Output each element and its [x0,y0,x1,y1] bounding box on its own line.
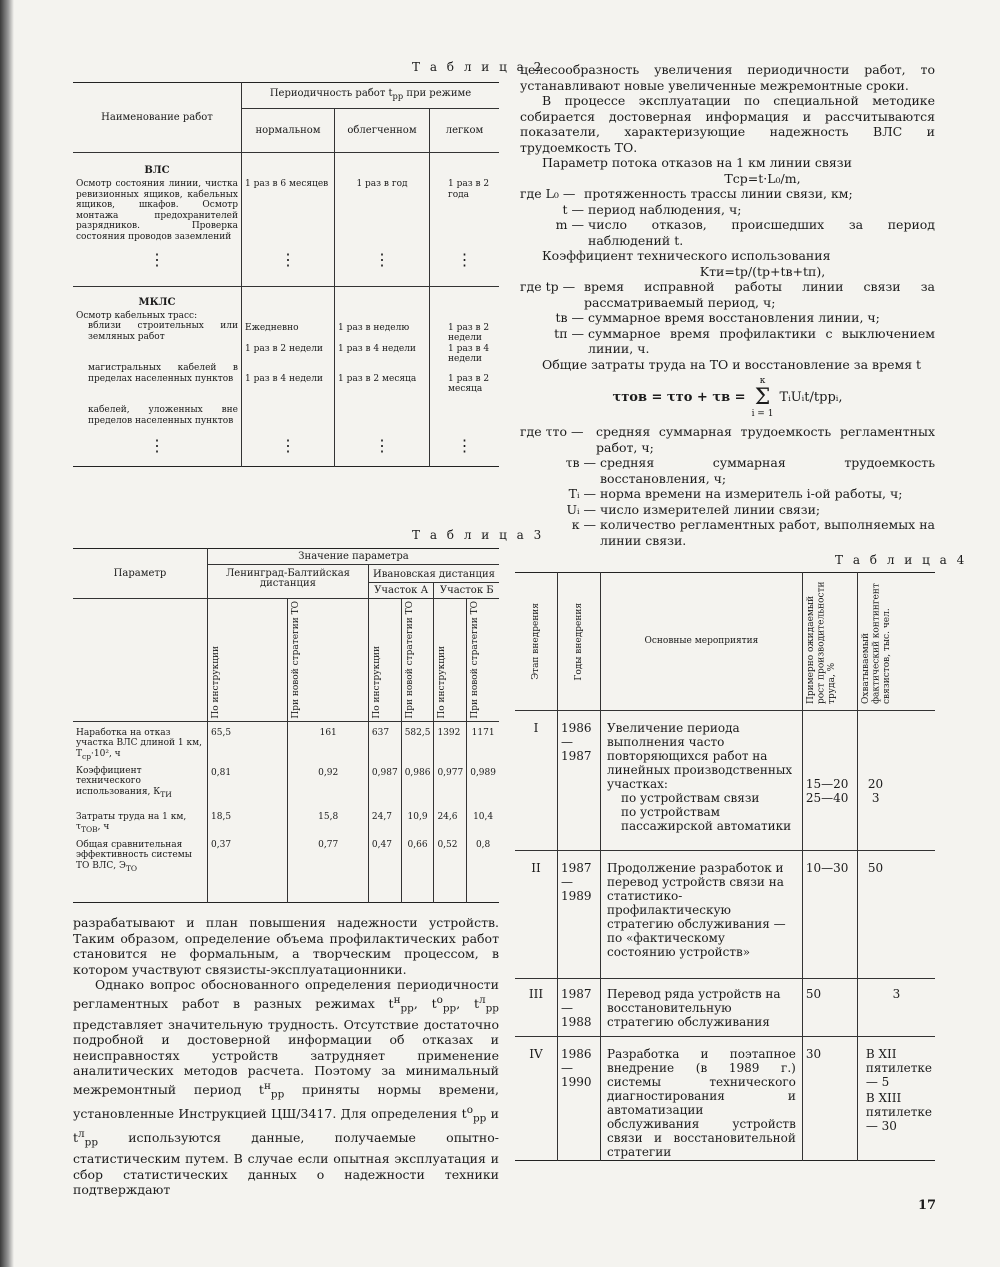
table4-measure: Перевод ряда устройств на восстановительную стратегию обслуживания [601,979,803,1037]
table2-mode-normal: нормальном [242,109,335,153]
table3-cell: 0,92 [288,764,368,810]
table4-header-years: Годы внедрения [573,602,584,681]
table3-cell: 1392 [434,721,467,764]
table3-cell: 161 [288,721,368,764]
table3-row-param: Коэффициент технического использования, $К_{ТИ}$ [73,764,208,810]
table3-cell: 0,977 [434,764,467,810]
right-paragraph-1: целесообразность увеличения периодичности работ, то устанавливают новые увеличенные межремонтные сроки. [520,62,935,93]
formula-kti: Kти=tр/(tр+tв+tп), [699,263,826,279]
table2-mkls-intro: Осмотр кабельных трасс: [76,310,198,321]
table2-header-period: Периодичность работ $t_{рр}$ при режиме [242,83,500,109]
table2-dots: ⋮ [430,244,500,286]
table3-cell: 15,8 [288,810,368,838]
definitions-2: где tр — время исправной работы линии связи за рассматриваемый период, ч; tв — суммарное время восстановления линии, ч; tп — суммарное время профилактики с выключением линии, ч. [520,279,935,356]
table2-mkls-heading: МКЛС [138,296,176,308]
table4-header-stage: Этап внедрения [530,603,541,680]
table4-staff: В XII пятилетке — 5 В XIII пятилетке — 30 [865,1047,932,1133]
table2-mkls-work: магистральных кабелей в пределах населенных пунктов [88,363,238,384]
table2-mkls-light: 1 раз в неделю 1 раз в 4 недели 1 раз в 2 месяца [335,286,430,428]
table3-col-instr: По инструкции [437,646,448,719]
table2-vls-cell [73,153,242,245]
table4-measure: Разработка и поэтапное внедрение (в 1989 г.) системы технического диагностирования и автоматизации обслуживания устройств связи и восстановительной стратегии [601,1037,803,1161]
table2-mode-light: облегченном [335,109,430,153]
table2-dots: ⋮ [73,428,242,466]
table3-row-param: Затраты труда на 1 км, $\tau_{ТОВ}$, ч [73,810,208,838]
table4-years: 1987—1988 [558,979,601,1037]
table3-cell: 10,9 [401,810,434,838]
table3-col-new: При новой стратегии ТО [291,601,302,719]
table3-blank [73,599,208,722]
table3-cell: 18,5 [208,810,288,838]
right-paragraph-3: Параметр потока отказов на 1 км линии связи [542,155,852,170]
table2-vls-heading: ВЛС [144,165,170,176]
table2-dots: ⋮ [242,244,335,286]
table3-cell: 65,5 [208,721,288,764]
right-paragraph-2: В процессе эксплуатации по специальной методике собирается достоверная информация и рассчитываются показатели, характеризующие надежность ВЛС и трудоемкость ТО. [520,93,935,155]
table2-mkls-easy: 1 раз в 2 недели 1 раз в 4 недели 1 раз в 2 месяца [448,322,490,394]
table4-header-measures: Основные мероприятия [601,573,803,711]
table4-growth: 30 [802,1037,857,1161]
table2 [73,82,499,467]
table3-cell: 0,47 [368,838,401,903]
table4-measure: Увеличение периода выполнения часто повторяющихся работ на линейных производственных участках: по устройствам связи по устройствам пассажирской автоматики [601,711,803,851]
table4-growth: 15—20 25—40 [802,711,857,851]
table4-stage: I [515,711,558,851]
page-binding-edge [0,0,14,1267]
table3-cell: 0,81 [208,764,288,810]
table3-cell: 0,66 [401,838,434,903]
table3-cell: 582,5 [401,721,434,764]
table3-header-value: Значение параметра [208,549,500,565]
table4-header-staff: Охватываемый фактический контингент связистов, тыс. чел. [860,583,892,704]
table4-stage: IV [515,1037,558,1161]
table2-mkls-work: кабелей, уложенных вне пределов населенных пунктов [88,405,238,426]
table2-dots: ⋮ [335,428,430,466]
table3-col-new: При новой стратегии ТО [404,601,415,719]
definitions-3: где τто — средняя суммарная трудоемкость регламентных работ, ч; τв — средняя суммарная трудоемкость восстановления, ч; Tᵢ — норма времени на измеритель i-ой работы, ч; Uᵢ — число измерителей линии связи; к — количество регламентных работ, выполняемых на линии связи. [520,424,935,548]
table2-vls-work: Осмотр состояния линии, чистка ревизионных ящиков, кабельных ящиков, шкафов. Осмотр монтажа предохранителей разрядников. Проверка состояния проводов заземлений [76,179,238,242]
table3-cell: 10,4 [473,811,494,822]
right-paragraph-5: Общие затраты труда на ТО и восстановление за время t [542,356,922,372]
table4-years: 1987—1989 [558,851,601,979]
page-number: 17 [918,1198,937,1213]
left-body-text [73,915,499,1198]
table2-mode-easy: легком [430,109,500,153]
table4-header-growth: Примерно ожидаемый рост производительности труда, % [805,581,837,704]
table3-cell: 0,37 [208,838,288,903]
table4-staff: 3 [857,979,935,1037]
table4-growth: 50 [802,979,857,1037]
table3-title: Т а б л и ц а 3 [412,528,545,542]
left-paragraph-1: разрабатывают и план повышения надежности устройств. Таким образом, определение объема профилактических работ становится не формальным, а творческим процессом, в котором участвуют связисты-эксплуатационники. [73,915,499,977]
table3-cell: 0,987 [368,764,401,810]
table3-col-instr: По инструкции [211,646,221,719]
table3-cell: 0,8 [475,839,491,850]
table3-cell: 24,7 [368,810,401,838]
table4-staff: 20 3 [857,711,935,851]
table4-stage: III [515,979,558,1037]
table3-cell: 24,6 [434,810,467,838]
table3-sub-a: Участок А [368,583,434,599]
table3-cell: 0,989 [470,767,496,778]
table4-title: Т а б л и ц а 4 [835,553,968,567]
table3-col-instr: По инструкции [371,646,382,719]
table3-group-ivanovo: Ивановская дистанция [368,565,499,583]
table4-growth: 10—30 [802,851,857,979]
table4-years: 1986—1990 [558,1037,601,1161]
table2-vls-normal: 1 раз в 6 месяцев [242,153,335,245]
table2-dots: ⋮ [242,428,335,466]
definitions-1: где L₀ — протяженность трассы линии связи, км; t — период наблюдения, ч; m — число отказов, происшедших за период наблюдений t. [520,186,935,248]
table3-cell: 0,77 [288,838,368,903]
formula-tcp: Tср=t·L₀/m, [724,170,801,186]
right-paragraph-4: Коэффициент технического использования [542,248,831,263]
table4 [515,572,935,1161]
table2-dots: ⋮ [456,436,473,455]
table2-header-work: Наименование работ [73,83,242,153]
table3-col-new: При новой стратегии ТО [470,601,481,719]
table2-mkls-cell [73,286,242,428]
table4-stage: II [515,851,558,979]
table2-dots: ⋮ [73,244,242,286]
table3-cell: 637 [368,721,401,764]
table3 [73,548,499,903]
table3-row-param: Наработка на отказ участка ВЛС длиной 1 км, $Т_{ср}\cdot 10^2$, ч [73,721,208,764]
table4-years: 1986—1987 [558,711,601,851]
table3-sub-b: Участок Б [434,583,499,599]
table4-staff: 50 [857,851,935,979]
table2-title: Т а б л и ц а 2 [412,60,545,74]
table3-cell: 1171 [471,727,495,738]
table2-vls-light: 1 раз в год [335,153,430,245]
left-paragraph-2: Однако вопрос обоснованного определения периодичности регламентных работ в разных режимах $t^н_{рр}$, $t^о_{рр}$, $t^л_{рр}$ представляет значительную трудность. Отсутствие достаточно подробной и достоверной информации об отказах и неисправностях устройств затрудняет применение аналитических методов расчета. Поэтому за минимальный межремонтный период $t^н_{рр}$ приняты нормы времени, установленные Инструкцией ЦШ/3417. Для определения $t^о_{рр}$ и $t^л_{рр}$ используются данные, получаемые опытно-статистическим путем. В случае если опытная эксплуатация и сбор статистических данных о надежности техники подтверждают [73,977,499,1198]
table2-mkls-normal: Ежедневно 1 раз в 2 недели 1 раз в 4 недели [242,286,335,428]
table3-row-param: Общая сравнительная эффективность системы ТО ВЛС, $Э_{ТО}$ [73,838,208,903]
table2-vls-easy: 1 раз в 2 года [448,179,490,200]
table2-dots: ⋮ [335,244,430,286]
table3-header-param: Параметр [73,549,208,599]
table4-measure: Продолжение разработок и перевод устройств связи на статистико-профилактическую стратегию обслуживания — по «фактическому состоянию устройств» [601,851,803,979]
table3-group-leningrad: Ленинград-Балтийская дистанция [208,565,369,599]
formula-ttov: τтов = τто + τв = к Σ i = 1 TᵢUᵢt/tррᵢ, [612,376,843,419]
right-body-text [520,62,935,548]
table2-mkls-work: вблизи строительных или земляных работ [88,321,238,342]
table3-cell: 0,52 [434,838,467,903]
table3-cell: 0,986 [401,764,434,810]
